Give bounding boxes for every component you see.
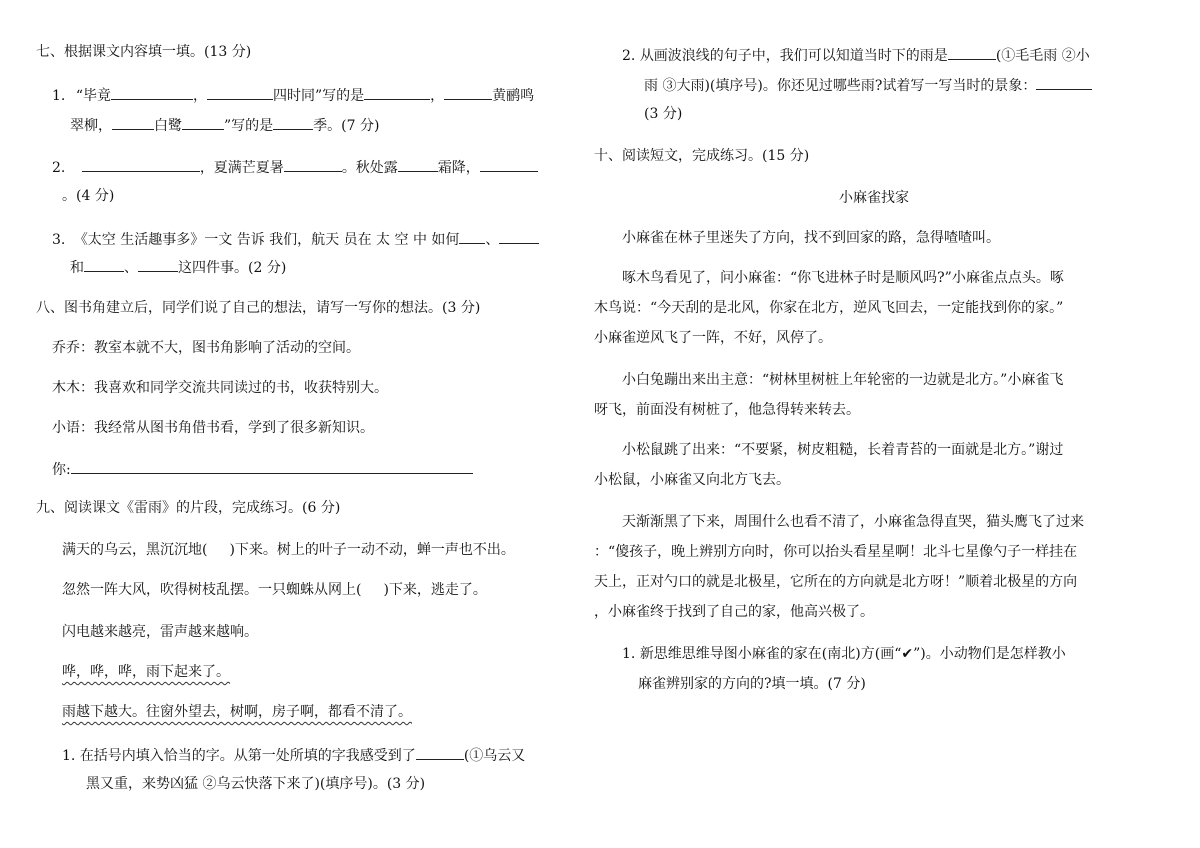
answer-blank[interactable] [364, 84, 430, 100]
item-text: ”)。小动物们是怎样教小 [913, 646, 1066, 662]
item-text: 季。(7 分) [313, 118, 380, 134]
passage-line-1 [62, 540, 515, 560]
item-text: 和 [70, 260, 84, 276]
opinion-you-label: 你: [52, 462, 71, 478]
section-9-sub-2-line-1 [622, 44, 1090, 66]
item-text: “毕竟 [75, 88, 111, 104]
section-7-item-2-line-1 [52, 156, 538, 178]
passage-text: )下来，逃走了。 [383, 582, 487, 598]
answer-blank[interactable] [182, 114, 224, 130]
story-para-5-line-3: 天上，正对勺口的就是北极星，它所在的方向就是北方呀！”顺着北极星的方向 [594, 574, 1078, 590]
item-number: 1. [62, 748, 76, 764]
story-para-4-line-2: 小松鼠，小麻雀又向北方飞去。 [594, 472, 790, 488]
item-text: ”写的是 [224, 118, 274, 134]
item-text: 《太空 生活趣事多》一文 告诉 我们，航天 员在 太 空 中 如何 [73, 232, 460, 248]
story-para-5-line-4: ，小麻雀终于找到了自己的家，他高兴极了。 [594, 604, 874, 620]
section-7-item-3-line-1 [52, 228, 539, 250]
story-para-5-line-2: ：“傻孩子，晚上辨别方向时，你可以抬头看星星啊！北斗七星像勺子一样挂在 [594, 544, 1078, 560]
item-text: ， [430, 88, 445, 104]
passage-text: )下来。树上的叶子一动不动，蝉一声也不出。 [229, 542, 515, 558]
answer-blank[interactable] [84, 256, 124, 272]
answer-blank[interactable] [416, 744, 464, 760]
passage-line-3: 闪电越来越亮，雷声越来越响。 [62, 624, 258, 640]
answer-blank[interactable] [480, 156, 538, 172]
item-text: 白鹭 [154, 118, 182, 134]
answer-blank[interactable] [499, 228, 539, 244]
answer-blank[interactable] [284, 156, 342, 172]
answer-blank[interactable] [111, 84, 193, 100]
item-text: 黄鹂鸣 [492, 88, 535, 104]
passage-line-4-wavy: 哗，哗，哗，雨下起来了。 [62, 664, 230, 680]
story-para-3-line-1: 小白兔蹦出来出主意：“树林里树桩上年轮密的一边就是北方。”小麻雀飞 [622, 372, 1064, 388]
item-text: 四时同”写的是 [272, 88, 365, 104]
item-text: ， [192, 88, 207, 104]
item-text: 在括号内填入恰当的字。从第一处所填的字我感受到了 [79, 748, 416, 764]
answer-blank[interactable] [112, 114, 154, 130]
story-para-2-line-1: 啄木鸟看见了，问小麻雀：“你飞进林子时是顺风吗?”小麻雀点点头。啄 [622, 270, 1064, 286]
item-text: 、 [124, 260, 138, 276]
section-7-item-3-line-2 [70, 256, 286, 278]
opinion-you [52, 458, 473, 480]
opinion-mumu: 木木：我喜欢和同学交流共同读过的书，收获特别大。 [52, 380, 388, 396]
answer-blank[interactable] [459, 228, 485, 244]
answer-blank[interactable] [207, 84, 273, 100]
story-para-2-line-3: 小麻雀逆风飞了一阵，不好，风停了。 [594, 330, 832, 346]
item-text: ，夏满芒夏暑 [199, 160, 284, 176]
item-text: 霜降， [437, 160, 480, 176]
section-7-heading: 七、根据课文内容填一填。(13 分) [36, 44, 252, 60]
passage-text: 忽然一阵大风，吹得树枝乱摆。一只蜘蛛从网上( [62, 582, 362, 598]
opinion-xiaoyu: 小语：我经常从图书角借书看，学到了很多新知识。 [52, 420, 374, 436]
passage-line-5-wavy: 雨越下越大。往窗外望去，树啊，房子啊，都看不清了。 [62, 704, 412, 720]
section-10-heading: 十、阅读短文，完成练习。(15 分) [594, 148, 810, 164]
item-number: 1. [52, 88, 66, 104]
answer-blank[interactable] [444, 84, 492, 100]
answer-blank[interactable] [82, 156, 200, 172]
item-number: 2. [52, 160, 66, 176]
story-para-2-line-2: 木鸟说：“今天刮的是北风，你家在北方，逆风飞回去，一定能找到你的家。” [594, 300, 1064, 316]
story-para-4-line-1: 小松鼠跳了出来：“不要紧，树皮粗糙，长着青苔的一面就是北方。”谢过 [622, 442, 1064, 458]
item-text: (①毛毛雨 ②小 [995, 48, 1090, 64]
answer-blank[interactable] [138, 256, 178, 272]
opinion-qiaoqiao: 乔乔：教室本就不大，图书角影响了活动的空间。 [52, 340, 360, 356]
item-text: 这四件事。(2 分) [178, 260, 287, 276]
section-7-item-1-line-2 [70, 114, 379, 136]
section-9-heading: 九、阅读课文《雷雨》的片段，完成练习。(6 分) [36, 500, 341, 516]
item-number: 3. [52, 232, 66, 248]
item-text: (①乌云又 [463, 748, 526, 764]
item-text: 雨 ③大雨)(填序号)。你还见过哪些雨?试着写一写当时的景象： [644, 78, 1037, 94]
opinion-answer-line[interactable] [71, 458, 473, 474]
story-para-3-line-2: 呀飞，前面没有树桩了，他急得转来转去。 [594, 402, 860, 418]
item-text: 翠柳， [70, 118, 112, 134]
section-9-sub-1-line-2: 黑又重，来势凶猛 ②乌云快落下来了)(填序号)。(3 分) [86, 776, 426, 792]
section-9-sub-1-line-1 [62, 744, 525, 766]
item-text: 、 [485, 232, 500, 248]
checkmark-icon: ✔ [901, 646, 914, 662]
section-8-heading: 八、图书角建立后，同学们说了自己的想法，请写一写你的想法。(3 分) [36, 300, 481, 316]
section-7-item-1-line-1 [52, 84, 534, 106]
section-9-sub-2-line-2 [644, 74, 1092, 96]
story-para-5-line-1: 天渐渐黑了下来，周围什么也看不清了，小麻雀急得直哭，猫头鹰飞了过来 [622, 514, 1084, 530]
item-text: 从画波浪线的句子中，我们可以知道当时下的雨是 [639, 48, 948, 64]
answer-blank[interactable] [948, 44, 996, 60]
story-title: 小麻雀找家 [839, 190, 909, 206]
item-text: 。秋处露 [341, 160, 398, 176]
passage-text: 满天的乌云，黑沉沉地( [62, 542, 208, 558]
section-7-item-2-line-2: 。(4 分) [62, 188, 115, 204]
passage-line-2 [62, 580, 487, 600]
answer-blank[interactable] [273, 114, 313, 130]
section-9-sub-2-line-3: (3 分) [644, 106, 683, 122]
section-10-sub-1-line-2: 麻雀辨别家的方向的?填一填。(7 分) [638, 676, 866, 692]
item-number: 2. [622, 48, 636, 64]
answer-blank[interactable] [1036, 74, 1092, 90]
item-text: 新思维思维导图小麻雀的家在(南北)方(画“ [639, 646, 902, 662]
story-para-1: 小麻雀在林子里迷失了方向，找不到回家的路，急得喳喳叫。 [622, 230, 1000, 246]
answer-blank[interactable] [398, 156, 438, 172]
section-10-sub-1-line-1 [622, 644, 1066, 664]
item-number: 1. [622, 646, 636, 662]
